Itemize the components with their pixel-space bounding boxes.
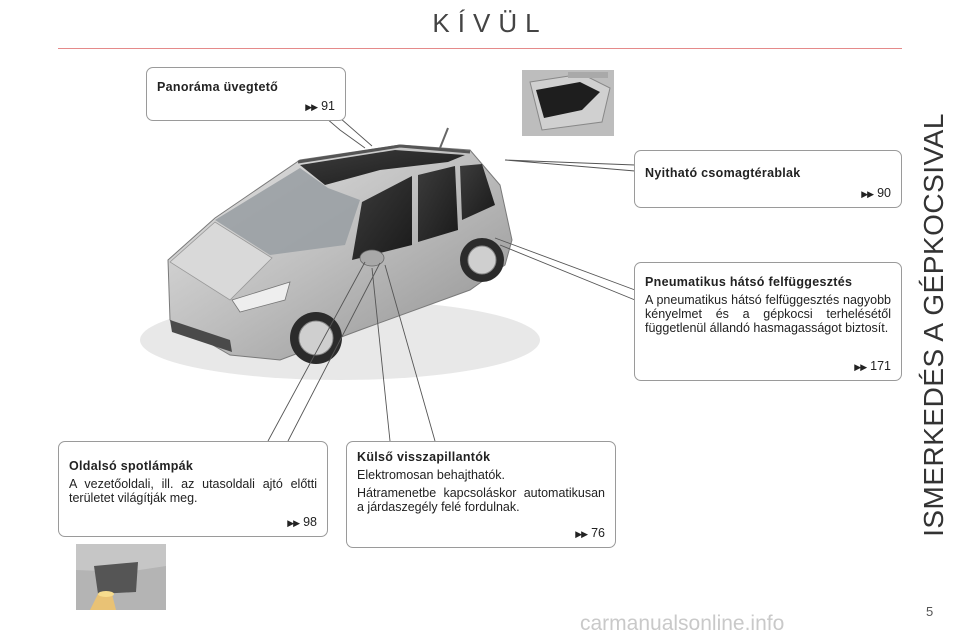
antenna	[440, 128, 448, 148]
page-reference[interactable]	[287, 515, 317, 530]
callout-pneumatic-suspension	[634, 262, 902, 381]
fast-forward-icon: ▶▶	[575, 529, 588, 539]
callout-side-spotlamps	[58, 441, 328, 537]
page-reference[interactable]	[854, 359, 891, 374]
page-reference-number: 90	[877, 186, 891, 200]
callout-text: Hátramenetbe kapcsoláskor automatikusan a járdaszegély felé fordulnak.	[357, 486, 605, 514]
callout-opening-rear-window	[634, 150, 902, 208]
fast-forward-icon: ▶▶	[854, 362, 867, 372]
callout-text: Elektromosan behajthatók.	[357, 468, 506, 482]
callout-title: Panoráma üvegtető	[157, 80, 279, 94]
page-number: 5	[926, 604, 934, 619]
page-reference[interactable]	[861, 186, 891, 201]
leader-line-tailgate	[505, 160, 635, 171]
callout-title: Nyitható csomagtérablak	[645, 166, 801, 180]
callout-title: Pneumatikus hátsó felfüggesztés	[645, 275, 853, 289]
fast-forward-icon: ▶▶	[305, 102, 318, 112]
watermark: carmanualsonline.info	[580, 612, 785, 635]
front-wheel-rim	[299, 321, 333, 355]
callout-text: A vezetőoldali, ill. az utasoldali ajtó előtti területet világítják meg.	[69, 477, 317, 505]
tailgate-thumbnail	[522, 70, 614, 136]
door-mirror	[360, 250, 384, 266]
leader-line-suspension	[495, 238, 635, 300]
callout-title: Oldalsó spotlámpák	[69, 459, 194, 473]
rear-wheel-rim	[468, 246, 496, 274]
page-reference[interactable]	[575, 526, 605, 541]
callout-title: Külső visszapillantók	[357, 450, 491, 464]
page-reference-number: 98	[303, 515, 317, 529]
callout-exterior-mirrors	[346, 441, 616, 548]
page-reference-number: 171	[870, 359, 891, 373]
callout-text: A pneumatikus hátsó felfüggesztés nagyobb kényelmet és a gépkocsi terhelésétől függetlenül állandó hasmagasságot biztosít.	[645, 293, 891, 335]
callout-panoramic-roof	[146, 67, 346, 121]
page-title: KÍVÜL	[432, 8, 548, 38]
fast-forward-icon: ▶▶	[861, 189, 874, 199]
page-reference[interactable]	[305, 99, 335, 114]
page-reference-number: 91	[321, 99, 335, 113]
page-reference-number: 76	[591, 526, 605, 540]
spotlamp-thumbnail	[76, 544, 166, 610]
side-window-middle	[418, 166, 458, 242]
side-section-title-text: ISMERKEDÉS A GÉPKOCSIVAL	[918, 113, 950, 537]
fast-forward-icon: ▶▶	[287, 518, 300, 528]
